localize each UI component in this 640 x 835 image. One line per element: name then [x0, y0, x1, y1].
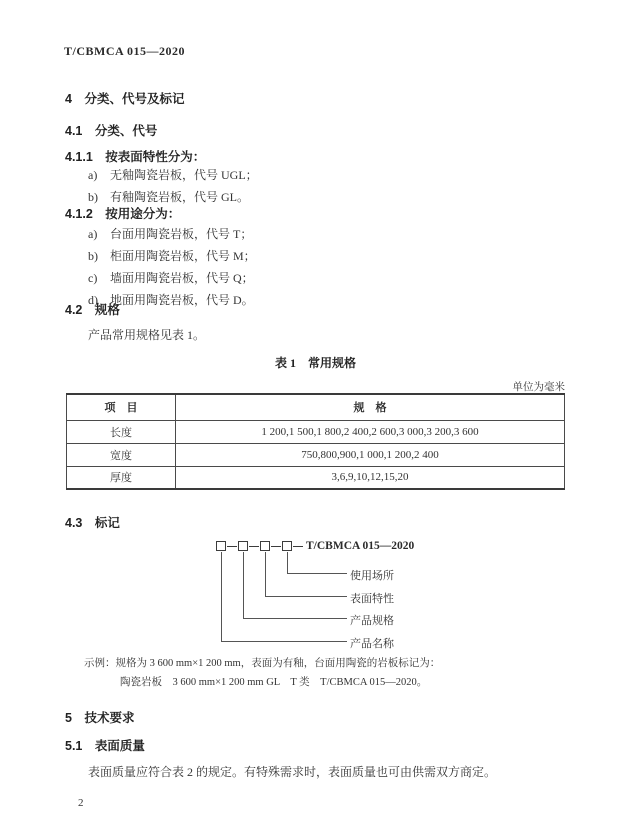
diagram-label-surface: 表面特性: [350, 593, 394, 605]
section-4-2-body: 产品常用规格见表 1。: [88, 328, 206, 342]
marking-box-4: [282, 541, 292, 551]
section-5-1-body: 表面质量应符合表 2 的规定。有特殊需求时，表面质量也可由供需双方商定。: [88, 765, 497, 779]
list-item-label: b): [88, 190, 98, 204]
section-4-1-heading: 4.1 分类、代号: [65, 124, 158, 138]
list-item-usage-c: [88, 269, 254, 286]
diagram-leader-line: [243, 618, 347, 619]
table-unit-note: 单位为毫米: [512, 382, 565, 393]
table-cell-item: 长度: [67, 420, 176, 443]
table-cell-spec: 750,800,900,1 000,1 200,2 400: [176, 443, 565, 466]
marking-diagram: [216, 540, 506, 652]
diagram-label-spec: 产品规格: [350, 615, 394, 627]
page-number: 2: [78, 797, 84, 809]
section-4-1-2-heading: 4.1.2 按用途分为：: [65, 207, 181, 221]
table-header-row: [67, 394, 565, 420]
list-item-label: a): [88, 227, 98, 241]
list-item-usage-b: [88, 247, 256, 264]
section-4-1-1-heading: 4.1.1 按表面特性分为：: [65, 150, 206, 164]
diagram-standard-ref: T/CBMCA 015—2020: [306, 540, 415, 552]
diagram-leader-line: [265, 552, 266, 596]
diagram-leader-line: [221, 641, 347, 642]
list-item-label: c): [88, 271, 98, 285]
list-item-label: b): [88, 249, 98, 263]
diagram-connector: [271, 546, 281, 547]
list-item-text: 地面用陶瓷岩板，代号 D。: [110, 293, 254, 307]
diagram-leader-line: [287, 552, 288, 573]
diagram-leader-line: [287, 573, 347, 574]
specifications-table: [66, 393, 565, 490]
table-header-item: 项 目: [67, 394, 176, 420]
list-item-text: 墙面用陶瓷岩板，代号 Q；: [110, 271, 254, 285]
list-item-usage-a: [88, 225, 252, 242]
diagram-leader-line: [221, 552, 222, 641]
marking-example-line2: 陶瓷岩板 3 600 mm×1 200 mm GL T 类 T/CBMCA 015—2020。: [120, 677, 428, 688]
marking-box-1: [216, 541, 226, 551]
table-row-width: [67, 443, 565, 466]
diagram-label-usage: 使用场所: [350, 570, 394, 582]
diagram-connector: [293, 546, 303, 547]
list-item-surface-b: [88, 188, 249, 205]
diagram-connector: [249, 546, 259, 547]
table-cell-item: 宽度: [67, 443, 176, 466]
section-5-1-heading: 5.1 表面质量: [65, 739, 145, 753]
table-row-thickness: [67, 466, 565, 489]
diagram-leader-line: [243, 552, 244, 618]
table-row-length: [67, 420, 565, 443]
table-cell-spec: 1 200,1 500,1 800,2 400,2 600,3 000,3 200,3 600: [176, 420, 565, 443]
section-5-heading: 5 技术要求: [65, 711, 135, 725]
diagram-connector: [227, 546, 237, 547]
table-1-caption: 表 1 常用规格: [274, 356, 356, 370]
diagram-label-name: 产品名称: [350, 638, 394, 650]
list-item-label: a): [88, 168, 98, 182]
marking-box-3: [260, 541, 270, 551]
table-cell-spec: 3,6,9,10,12,15,20: [176, 466, 565, 489]
list-item-surface-a: [88, 166, 258, 183]
diagram-leader-line: [265, 596, 347, 597]
list-item-label: d): [88, 293, 98, 307]
list-item-text: 有釉陶瓷岩板，代号 GL。: [110, 190, 249, 204]
section-4-heading: 4 分类、代号及标记: [65, 92, 185, 106]
list-item-text: 台面用陶瓷岩板，代号 T；: [110, 227, 253, 241]
marking-box-2: [238, 541, 248, 551]
section-4-3-heading: 4.3 标记: [65, 516, 120, 530]
standard-code-header: T/CBMCA 015—2020: [64, 44, 186, 58]
marking-example-line1: 示例：规格为 3 600 mm×1 200 mm，表面为有釉，台面用陶瓷的岩板标记为：: [84, 658, 441, 669]
list-item-text: 柜面用陶瓷岩板，代号 M；: [110, 249, 256, 263]
list-item-text: 无釉陶瓷岩板，代号 UGL；: [110, 168, 258, 182]
table-cell-item: 厚度: [67, 466, 176, 489]
section-4-2-heading: 4.2 规格: [65, 303, 120, 317]
table-header-spec: 规 格: [176, 394, 565, 420]
